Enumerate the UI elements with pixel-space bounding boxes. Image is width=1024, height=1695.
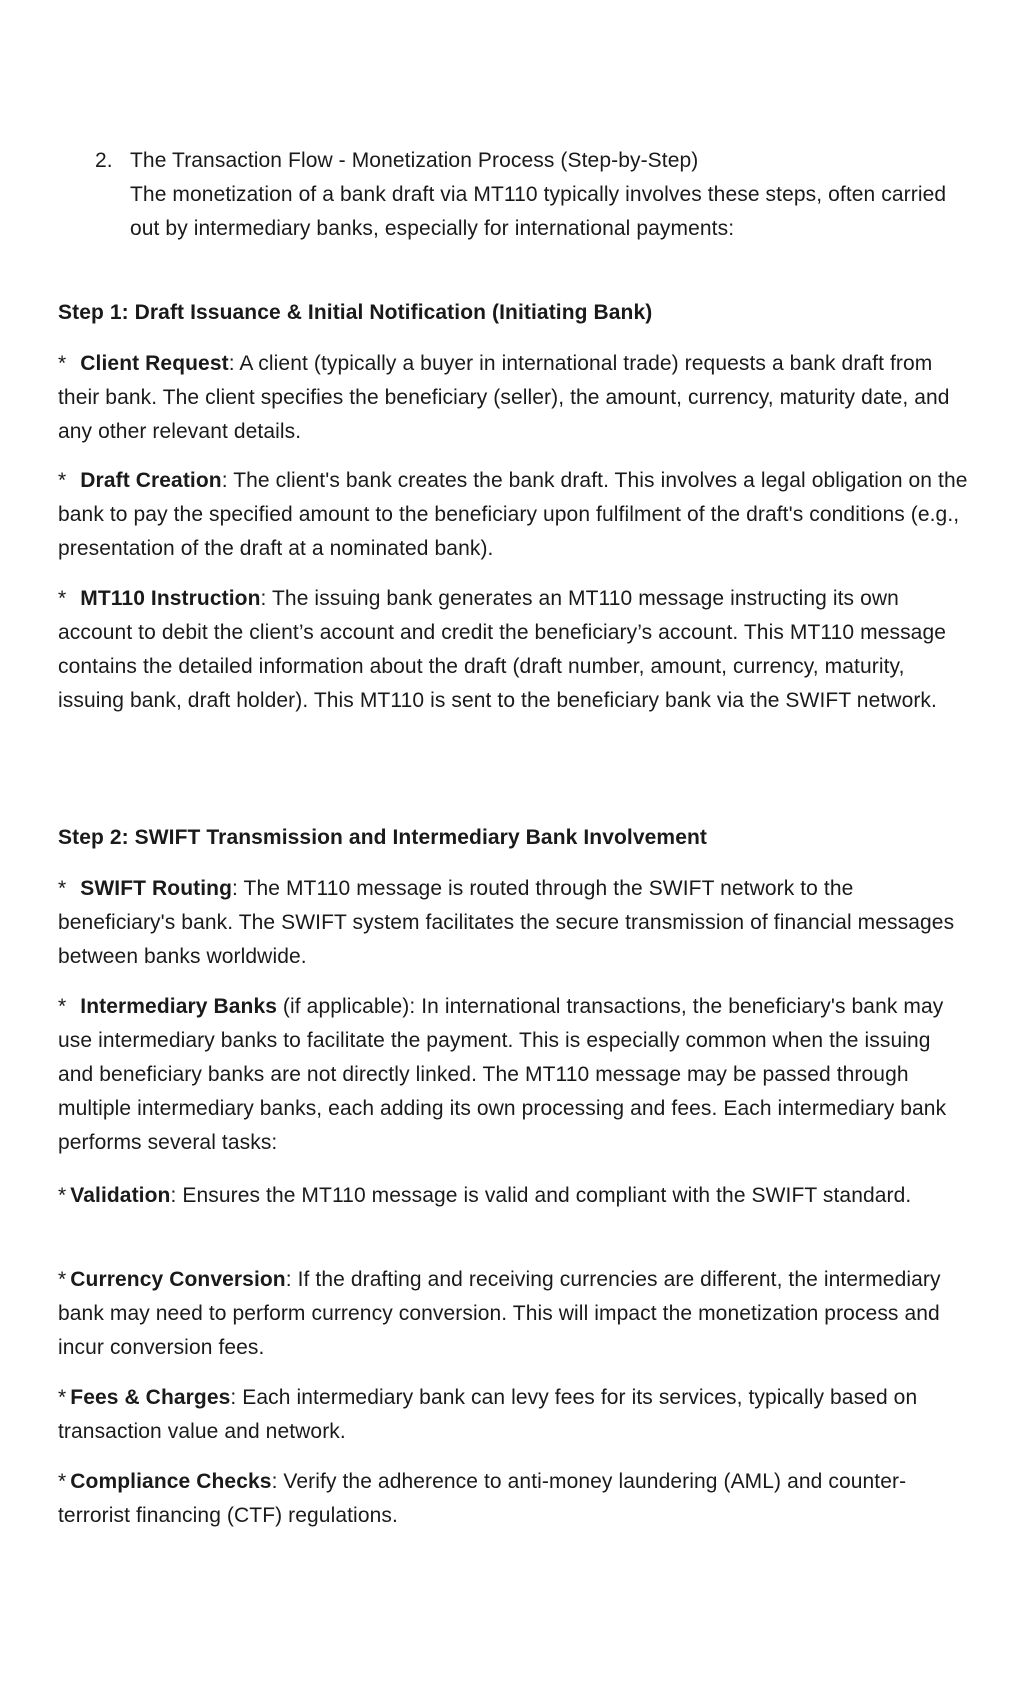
bullet-marker: * [58, 352, 67, 375]
step-2-heading: Step 2: SWIFT Transmission and Intermediary Bank Involvement [58, 826, 707, 849]
item-text: : The MT110 message is routed through the SWIFT network to the beneficiary's bank. The SWIFT system facilitates the secure transmission of financial messages between banks worldwide. [58, 877, 955, 968]
step-1-heading-block [58, 296, 970, 330]
numbered-section [95, 144, 975, 246]
bullet-marker: * [58, 1470, 67, 1493]
bullet-marker: * [58, 995, 67, 1018]
task-item [58, 1381, 970, 1449]
bullet-marker: * [58, 1184, 67, 1207]
step-2-heading-block [58, 821, 970, 855]
task-item [58, 1179, 970, 1213]
bullet-marker: * [58, 587, 67, 610]
item-label: Intermediary Banks [80, 995, 277, 1018]
item-label: Compliance Checks [70, 1470, 272, 1493]
bullet-marker: * [58, 1268, 67, 1291]
step-1-item [58, 347, 970, 449]
step-1-heading: Step 1: Draft Issuance & Initial Notification (Initiating Bank) [58, 301, 653, 324]
item-label: Draft Creation [80, 469, 222, 492]
step-2-item [58, 872, 970, 974]
task-item [58, 1263, 970, 1365]
section-title: The Transaction Flow - Monetization Process (Step-by-Step) [130, 149, 699, 172]
item-text: : A client (typically a buyer in international trade) requests a bank draft from their bank. The client specifies the beneficiary (seller), the amount, currency, maturity date, and any other relevant details. [58, 352, 950, 443]
item-text: (if applicable): In international transactions, the beneficiary's bank may use intermediary banks to facilitate the payment. This is especially common when the issuing and beneficiary banks are not directly linked. The MT110 message may be passed through multiple intermediary banks, each adding its own processing and fees. Each intermediary bank performs several tasks: [58, 995, 947, 1154]
step-2-item [58, 990, 970, 1160]
item-text: : The issuing bank generates an MT110 message instructing its own account to debit the client’s account and credit the beneficiary’s account. This MT110 message contains the detailed information about the draft (draft number, amount, currency, maturity, issuing bank, draft holder). This MT110 is sent to the beneficiary bank via the SWIFT network. [58, 587, 947, 712]
item-label: Currency Conversion [70, 1268, 286, 1291]
item-text: : Verify the adherence to anti-money laundering (AML) and counter-terrorist financing (CTF) regulations. [58, 1470, 907, 1527]
item-text: : The client's bank creates the bank draft. This involves a legal obligation on the bank to pay the specified amount to the beneficiary upon fulfilment of the draft's conditions (e.g., presentation of the draft at a nominated bank). [58, 469, 968, 560]
item-text: : Ensures the MT110 message is valid and compliant with the SWIFT standard. [170, 1184, 912, 1207]
bullet-marker: * [58, 469, 67, 492]
item-text: : Each intermediary bank can levy fees for its services, typically based on transaction value and network. [58, 1386, 918, 1443]
item-label: Fees & Charges [70, 1386, 231, 1409]
section-number: 2. [95, 149, 113, 172]
task-item [58, 1465, 970, 1533]
step-1-item [58, 464, 970, 566]
bullet-marker: * [58, 877, 67, 900]
item-label: Client Request [80, 352, 229, 375]
step-1-item [58, 582, 970, 718]
section-intro-text: The monetization of a bank draft via MT110 typically involves these steps, often carried out by intermediary banks, especially for international payments: [130, 183, 947, 240]
section-body [130, 144, 975, 246]
item-text: : If the drafting and receiving currencies are different, the intermediary bank may need to perform currency conversion. This will impact the monetization process and incur conversion fees. [58, 1268, 941, 1359]
item-label: Validation [70, 1184, 171, 1207]
bullet-marker: * [58, 1386, 67, 1409]
item-label: MT110 Instruction [80, 587, 261, 610]
item-label: SWIFT Routing [80, 877, 233, 900]
